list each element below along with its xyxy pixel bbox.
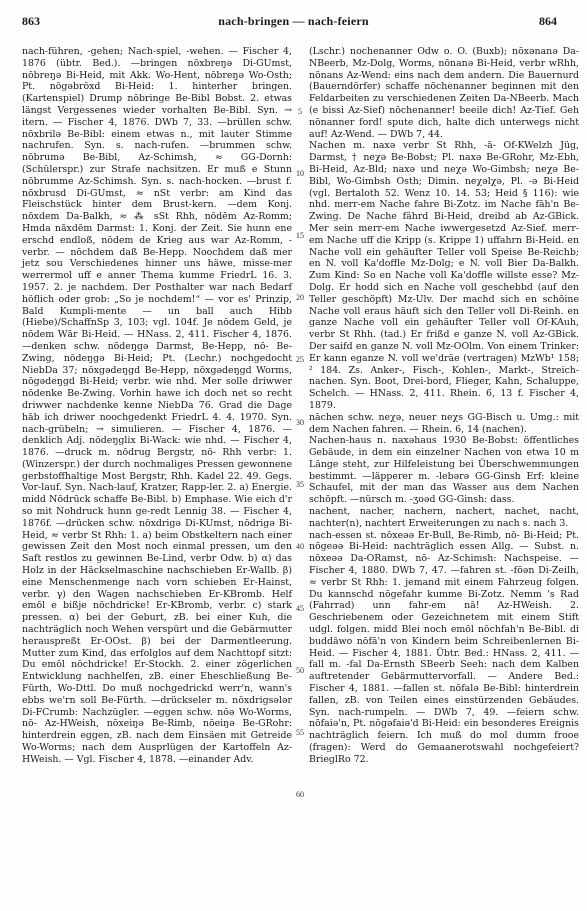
left-column-text: nach-führen, -gehen; Nach-spiel, -wehen. — Fischer 4, 1876 (übtr. Bed.). —bringen nōxbreŋə Di-GUmst, nōbreŋə Bi-Heid, mit Akk. Wo-Hent, nōbreŋə Wo-Osth; Pt. nōgəbrōxd Bi-Heid: 1. hinterher bringen. (Kartenspiel) Drump nōbringe Be-Bibl Bobst. 2. etwas längst Vergessenes wieder vorhalten Be-Bibl. Syn. → itern. — Fischer 4, 1876. DWb 7, 33. —brüllen schw. nōxbrilə Be-Bibl: einem etwas n., mit lauter Stimme nachrufen. Syn. s. nach-rufen. —brummen schw. nōbrumə Be-Bibl, Az-Schimsh, ≈ GG-Dornh: (Schülerspr.) zur Strafe nachsitzen. Er muß e Stunn nōbrumme Az-Schimsh. Syn. s. nach-hocken. —brust f. nōxbrusd Di-GUmst, ≈ nSt verbr: am Kind das Fleischstück hinter dem Brust-kern. —dem Konj. nōxdem Da-Balkh, ≈ ⁂ sSt Rhh, nōdēm Az-Romm; Hmda nāxdēm Darmst: 1. Konj. der Zeit. Sie hunn ene erschd endloß, nōdem de Krieg aus war Az-Romm, - verbr. — nōchdem daß Be-Hepp. Noochdem daß mer jetz sou Verschiedenes hinner uns häwe, misse-mer werrermol uff e anner Thema kumme FriedrL 16. 3. 1957. 2. je nachdem. Der Posthalter war nach Bedarf höflich oder grob: „So je nochdem!“ — vor es' Prinzip, Bald Kumpli-mente — un ball auch Hibb (Hiebe)/SchaffnSp 3, 103; vgl. 104f. Je nōdem Geld, je nōdem Wār Bi-Heid. — HNass. 2, 411. Fischer 4, 1876. —denken schw. nōdeŋgə Darmst, Be-Hepp, nō- Be-Zwing, nōdeŋgə Bi-Heid; Pt. (Lechr.) nochgedocht NiebDa 37; nōxgədeŋgd Be-Hepp, nōxgədeŋgd Worms, nōgədeŋgd Bi-Heid; verbr. wie nhd. Mer solle driwwer nōdenke Be-Zwing. Vorhin hawe ich doch net so recht driwwer nachdenke kenne NiebDa 76. Grad die Dage hāb ich driwer noochgedenkt FriedrL 4. 4. 1970. Syn. nach-grübeln; → simulieren. — Fischer 4, 1876. —denklich Adj. nōdeŋglix Bi-Wack: wie nhd. — Fischer 4, 1876. —druck m. nōdrug Bergstr, nō- Rhh verbr: 1. (Winzerspr.) der durch nochmaliges Pressen gewonnene gerbstoffhaltige Most Bergstr, Rhh. Kadel 22. 49. Gegs. Vor-lauf. Syn. Nach-lauf, Kratzer, Rapp-ler. 2. a) Energie. midd Nōdrūck schaffe Be-Bibl. b) Emphase. Wie eich d'r so mit Nohdruck hunn ge-redt Lennig 38. — Fischer 4, 1876f. —drücken schw. nōxdrigə Di-KUmst, nōdrigə Bi-Heid, ≈ verbr St Rhh: 1. a) beim Obstkeltern nach einer gewissen Zeit den Most noch einmal pressen, um den Saft restlos zu gewinnen Be-Lind, verbr Odw. b) α) das Holz in der Häckselmaschine nachschieben Er-Wallb. β) eine Menschenmenge nach vorn schieben Er-Hainst, verbr. γ) den Wagen nachschieben Er-KBromb. Helf emōl e bißje nōchdricke! Er-KBromb, verbr. c) stark pressen. α) bei der Geburt, zB. bei einer Kuh, die nachträglich noch Wehen verspürt und die Gebärmutter herauspreßt Er-OOst. β) bei der Darmentleerung. Mutter zum Kind, das erfolglos auf dem Nachttopf sitzt: Du emōl nōchdricke! Er-Stockh. 2. einer zögerlichen Entwicklung nachhelfen, zB. einer Eheschließung Be-Fürth, Wo-Dttl. Do muß nochgedrickd werr'n, wann's ebbs we'rn soll Be-Fürth. —drückseler m. nōxdrigsələr Di-FCrumb: Nachzügler. —eggen schw. nōə Wo-Worms, nō- Az-HWeish, nōxeiŋə Be-Rimb, nōeiŋə Be-GRohr: hinterdrein eggen, zB. nach dem Einsäen mit Getreide Wo-Worms; nach dem Ausprlügen der Kartoffeln Az-HWeish. — Vgl. Fischer 4, 1878. —einander Adv. bbox=[22, 46, 292, 765]
page-number-left: 863 bbox=[22, 14, 40, 28]
entry-nacheinander-continued: (Lschr.) nochenanner Odw o. O. (Buxb); nōxənanə Da-NBeerb, Mz-Dolg, Worms, nōnanə Bi-Heid, verbr wRhh, nōnans Az-Wend: eins nach dem andern. Die Bauernurd (Bauerndörfer) schaffe nōchenanner beginnen mit den Feldarbeiten zu verschiedenen Zeiten Da-NBeerb. Mach (e bissi Az-Sief) nōchenanner! beeile dich! Az-Tief. Geh nōnanner ford! spute dich, halte dich unterwegs nicht auf! Az-Wend. — DWb 7, 44. bbox=[309, 46, 579, 140]
line-number: 5 bbox=[298, 107, 302, 116]
line-number: 25 bbox=[296, 355, 304, 364]
entry-nachen-verb: nāchen schw. neχə, neuer neχs GG-Bisch u. Umg.: mit dem Nachen fahren. — Rhein. 6, 14 (nachen). bbox=[309, 411, 579, 435]
line-number: 50 bbox=[296, 666, 304, 675]
line-number: 20 bbox=[296, 293, 304, 302]
entry-nachen-haus: Nachen-haus n. naxəhaus 1930 Be-Bobst: öffentliches Gebäude, in dem ein einzelner Nachen von etwa 10 m Länge steht, zur Hilfeleistung bei Überschwemmungen bestimmt. —läpperer m. -lebərə GG-Ginsh Erf: kleine Schaufel, mit der man das Wasser aus dem Nachen schöpft. —nürsch m. -ʒoəd GG-Ginsh: dass. bbox=[309, 435, 579, 506]
line-number: 35 bbox=[296, 480, 304, 489]
right-column bbox=[309, 46, 579, 766]
line-number: 40 bbox=[296, 542, 304, 551]
left-column bbox=[22, 46, 292, 766]
entry-nachent: nachent, nacher, nachern, nachert, nachet, nacht, nachter(n), nachtert Erweiterungen zu nach s. nach 3. bbox=[309, 506, 579, 529]
line-number: 30 bbox=[296, 418, 304, 427]
entry-nachen: Nachen m. naxə verbr St Rhh, -ā- Of-KWelzh Jüg, Darmst, † neχə Be-Bobst; Pl. naxə Be-GRohr, Mz-Ebh, Bi-Heid, Az-Bld; naxə und neχə Wo-Gimbsh; neχə Be-Bibl, Wo-Gimbsh Osth; Dimin. neχəlχə, Pl. -ə Bi-Heid (vgl. Bertaloth 52. Wenz 10. 14. 53; Heid § 116): wie nhd. merr-em Nache fahre Bi-Zotz. im Nache fāh'n Be-Zwing. De Nache fährd Bi-Heid, dreibd ab Az-GBick. Mer sein merr-em Nache iwwergesetzd Az-Sief. merr-em Nache uff die Kripp (s. Krippe 1) uffahrn Bi-Heid. en Nache voll ein gehäufter Teller voll Speise Be-Reichb; en N. voll Ka'doffle Mz-Dolg; e N. voll Bier Da-Balkh. Zum Kind: So en Nache voll Ka'doffle willste esse? Mz-Dolg. Er hodd sich en Nache voll geschebbd (auf den Teller geschöpft) Mz-Ulv. Der machd sich en schōine Nache voll eraus häuft sich den Teller voll Di-Reinh. en ganze Nache voll ein gehäufter Teller voll Of-KAuh, verbr St Rhh. (tad.) Er frißd e ganze N. voll Az-GBick. Der saifd en ganze N. voll Mz-OOlm. Von einem Trinker: Er kann eganze N. voll we'dräe (vertragen) MzWb¹ 158; ² 184. Zs. Anker-, Fisch-, Kohlen-, Markt-, Streich-nachen. Syn. Boot, Drei-bord, Flieger, Kahn, Schaluppe, Schelch. — HNass. 2, 411. Rhein. 6, 13 f. Fischer 4, 1879. bbox=[309, 140, 579, 411]
entry-nach-essen: nach-essen st. nōxeəə Er-Bull, Be-Rimb, nō- Bi-Heid; Pt. nōgeəə Bi-Heid: nachträglich essen Allg. — Subst. n. nōxeəə Da-ORamst, nō- Az-Schimsh: Nachspeise. — Fischer 4, 1880. DWb 7, 47. —fahren st. -fōən Di-Zeilh, ≈ verbr St Rhh: 1. jemand mit einem Fahrzeug folgen. Du kannschd nōgefahr kumme Bi-Zotz. Nemm 's Rad (Fahrrad) unn fahr-em nā! Az-HWeish. 2. Geschriebenem oder Gezeichnetem mit einem Stift udgl. folgen. midd Blei noch emōl nōchfah'n Be-Bibl. di buddāwo nōfā'n von Kindern beim Schreibenlernen Bi-Heid. — Fischer 4, 1881. Übtr. Bed.: HNass. 2, 411. —fall m. -fal Da-Ernsth SBeerb Seeh: nach dem Kalben auftretender Gebärmuttervorfall. — Andere Bed.: Fischer 4, 1881. —fallen st. nōfalə Be-Bibl: hinterdrein fallen, zB. von Teilen eines einstürzenden Gebäudes. Syn. nach-rumpeln. — DWb 7, 49. —feiern schw. nōfaiə'n, Pt. nōgəfaiə'd Bi-Heid: ein besonderes Ereignis nachträglich feiern. Ich muß do mol dumm frooe (fragen): Werd do Gemaanerotswahl nochgefeiert? BrieglRo 72. bbox=[309, 529, 579, 765]
line-number: 60 bbox=[296, 790, 304, 799]
page-header bbox=[0, 0, 587, 40]
line-number: 10 bbox=[296, 169, 304, 178]
line-number: 55 bbox=[296, 728, 304, 737]
page-number-right: 864 bbox=[539, 14, 557, 28]
line-number: 15 bbox=[296, 231, 304, 240]
running-head: nach-bringen — nach-feiern bbox=[218, 14, 369, 28]
line-number: 45 bbox=[296, 604, 304, 613]
